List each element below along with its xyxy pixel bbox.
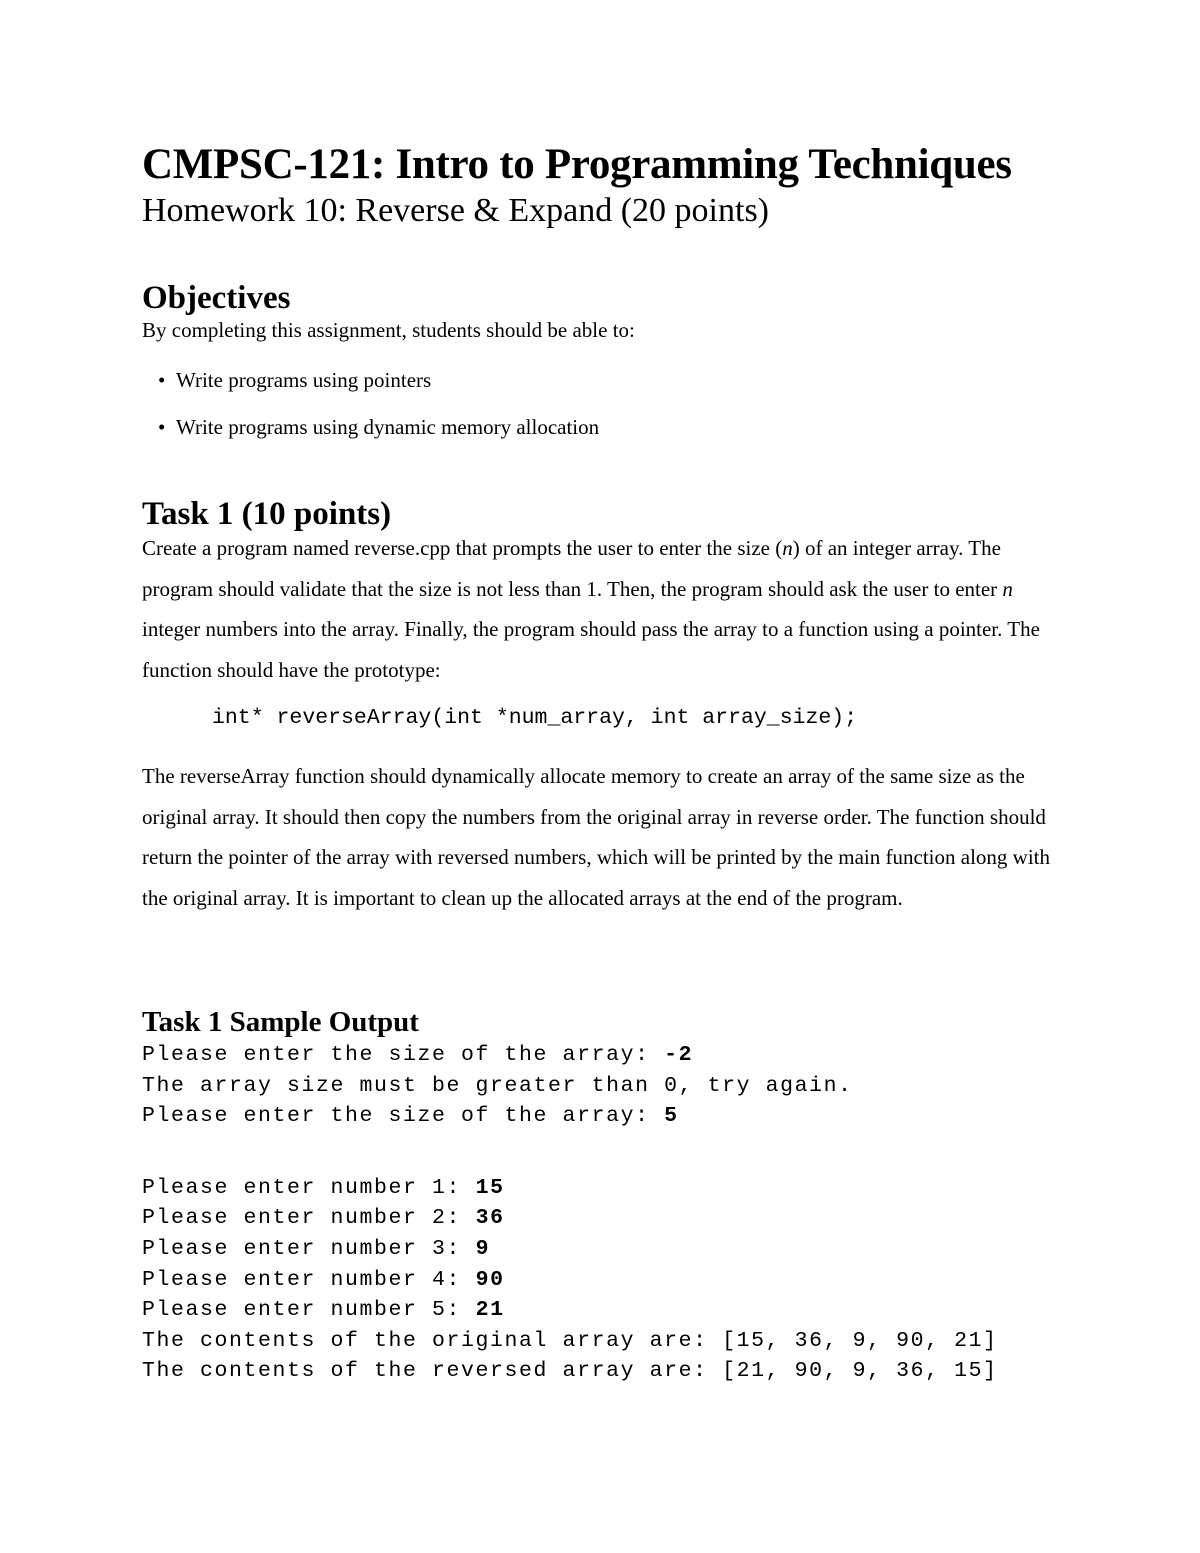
task1-paragraph-2 bbox=[142, 756, 1062, 918]
function-prototype: int* reverseArray(int *num_array, int array_size); bbox=[212, 706, 858, 730]
variable-n: n bbox=[1002, 576, 1013, 601]
user-input: 9 bbox=[475, 1236, 491, 1261]
paragraph-text: ) of an integer array. The program should validate that the size is not less than 1. Then, the program should ask the user to enter bbox=[142, 536, 1003, 601]
output-prompt: Please enter the size of the array: bbox=[142, 1043, 665, 1067]
sample-output-heading: Task 1 Sample Output bbox=[142, 1006, 419, 1038]
output-line bbox=[142, 1295, 998, 1326]
objectives-intro: By completing this assignment, students should be able to: bbox=[142, 318, 635, 342]
output-prompt: Please enter number 3: bbox=[142, 1236, 476, 1261]
user-input: 5 bbox=[664, 1104, 679, 1129]
output-line bbox=[142, 1234, 998, 1265]
paragraph-text: integer numbers into the array. Finally, the program should pass the array to a function using a pointer. The function should have the prototype: bbox=[142, 617, 1040, 682]
sample-output-block bbox=[142, 1040, 998, 1387]
task1-heading: Task 1 (10 points) bbox=[142, 496, 392, 532]
objective-text: Write programs using dynamic memory allocation bbox=[176, 415, 600, 439]
user-input: 90 bbox=[475, 1267, 505, 1292]
output-line: The contents of the original array are: [15, 36, 9, 90, 21] bbox=[142, 1328, 998, 1353]
output-line: The array size must be greater than 0, try again. bbox=[142, 1073, 853, 1098]
objective-text: Write programs using pointers bbox=[176, 368, 432, 392]
bullet-icon: • bbox=[158, 415, 166, 439]
paragraph-text: Create a program named reverse.cpp that prompts the user to enter the size ( bbox=[142, 536, 783, 560]
task1-paragraph-1 bbox=[142, 528, 1062, 690]
bullet-icon: • bbox=[158, 368, 166, 392]
output-line bbox=[142, 1040, 998, 1071]
variable-n: n bbox=[782, 536, 793, 560]
output-prompt: Please enter number 1: bbox=[142, 1175, 476, 1200]
blank-line bbox=[142, 1132, 998, 1173]
objectives-list bbox=[158, 366, 599, 460]
output-line: The contents of the reversed array are: [21, 90, 9, 36, 15] bbox=[142, 1359, 998, 1384]
list-item bbox=[158, 366, 599, 413]
output-line bbox=[142, 1101, 998, 1132]
output-line bbox=[142, 1203, 998, 1234]
user-input: 21 bbox=[475, 1298, 505, 1323]
list-item bbox=[158, 413, 599, 460]
output-prompt: Please enter number 4: bbox=[142, 1267, 476, 1292]
course-title: CMPSC-121: Intro to Programming Techniques bbox=[142, 141, 1012, 188]
paragraph-text: The reverseArray function should dynamically allocate memory to create an array of the same size as the original array. It should then copy the numbers from the original array in reverse order. The function should return the pointer of the array with reversed numbers, which will be printed by the main function along with the original array. It is important to clean up the allocated arrays at the end of the program. bbox=[142, 764, 1050, 910]
homework-title: Homework 10: Reverse & Expand (20 points) bbox=[142, 192, 769, 229]
output-prompt: Please enter number 5: bbox=[142, 1298, 476, 1323]
output-line bbox=[142, 1173, 998, 1204]
user-input: 36 bbox=[475, 1206, 505, 1231]
output-line bbox=[142, 1265, 998, 1296]
output-prompt: Please enter the size of the array: bbox=[142, 1104, 665, 1129]
user-input: -2 bbox=[664, 1043, 694, 1067]
objectives-heading: Objectives bbox=[142, 280, 291, 316]
user-input: 15 bbox=[475, 1175, 505, 1200]
output-prompt: Please enter number 2: bbox=[142, 1206, 476, 1231]
